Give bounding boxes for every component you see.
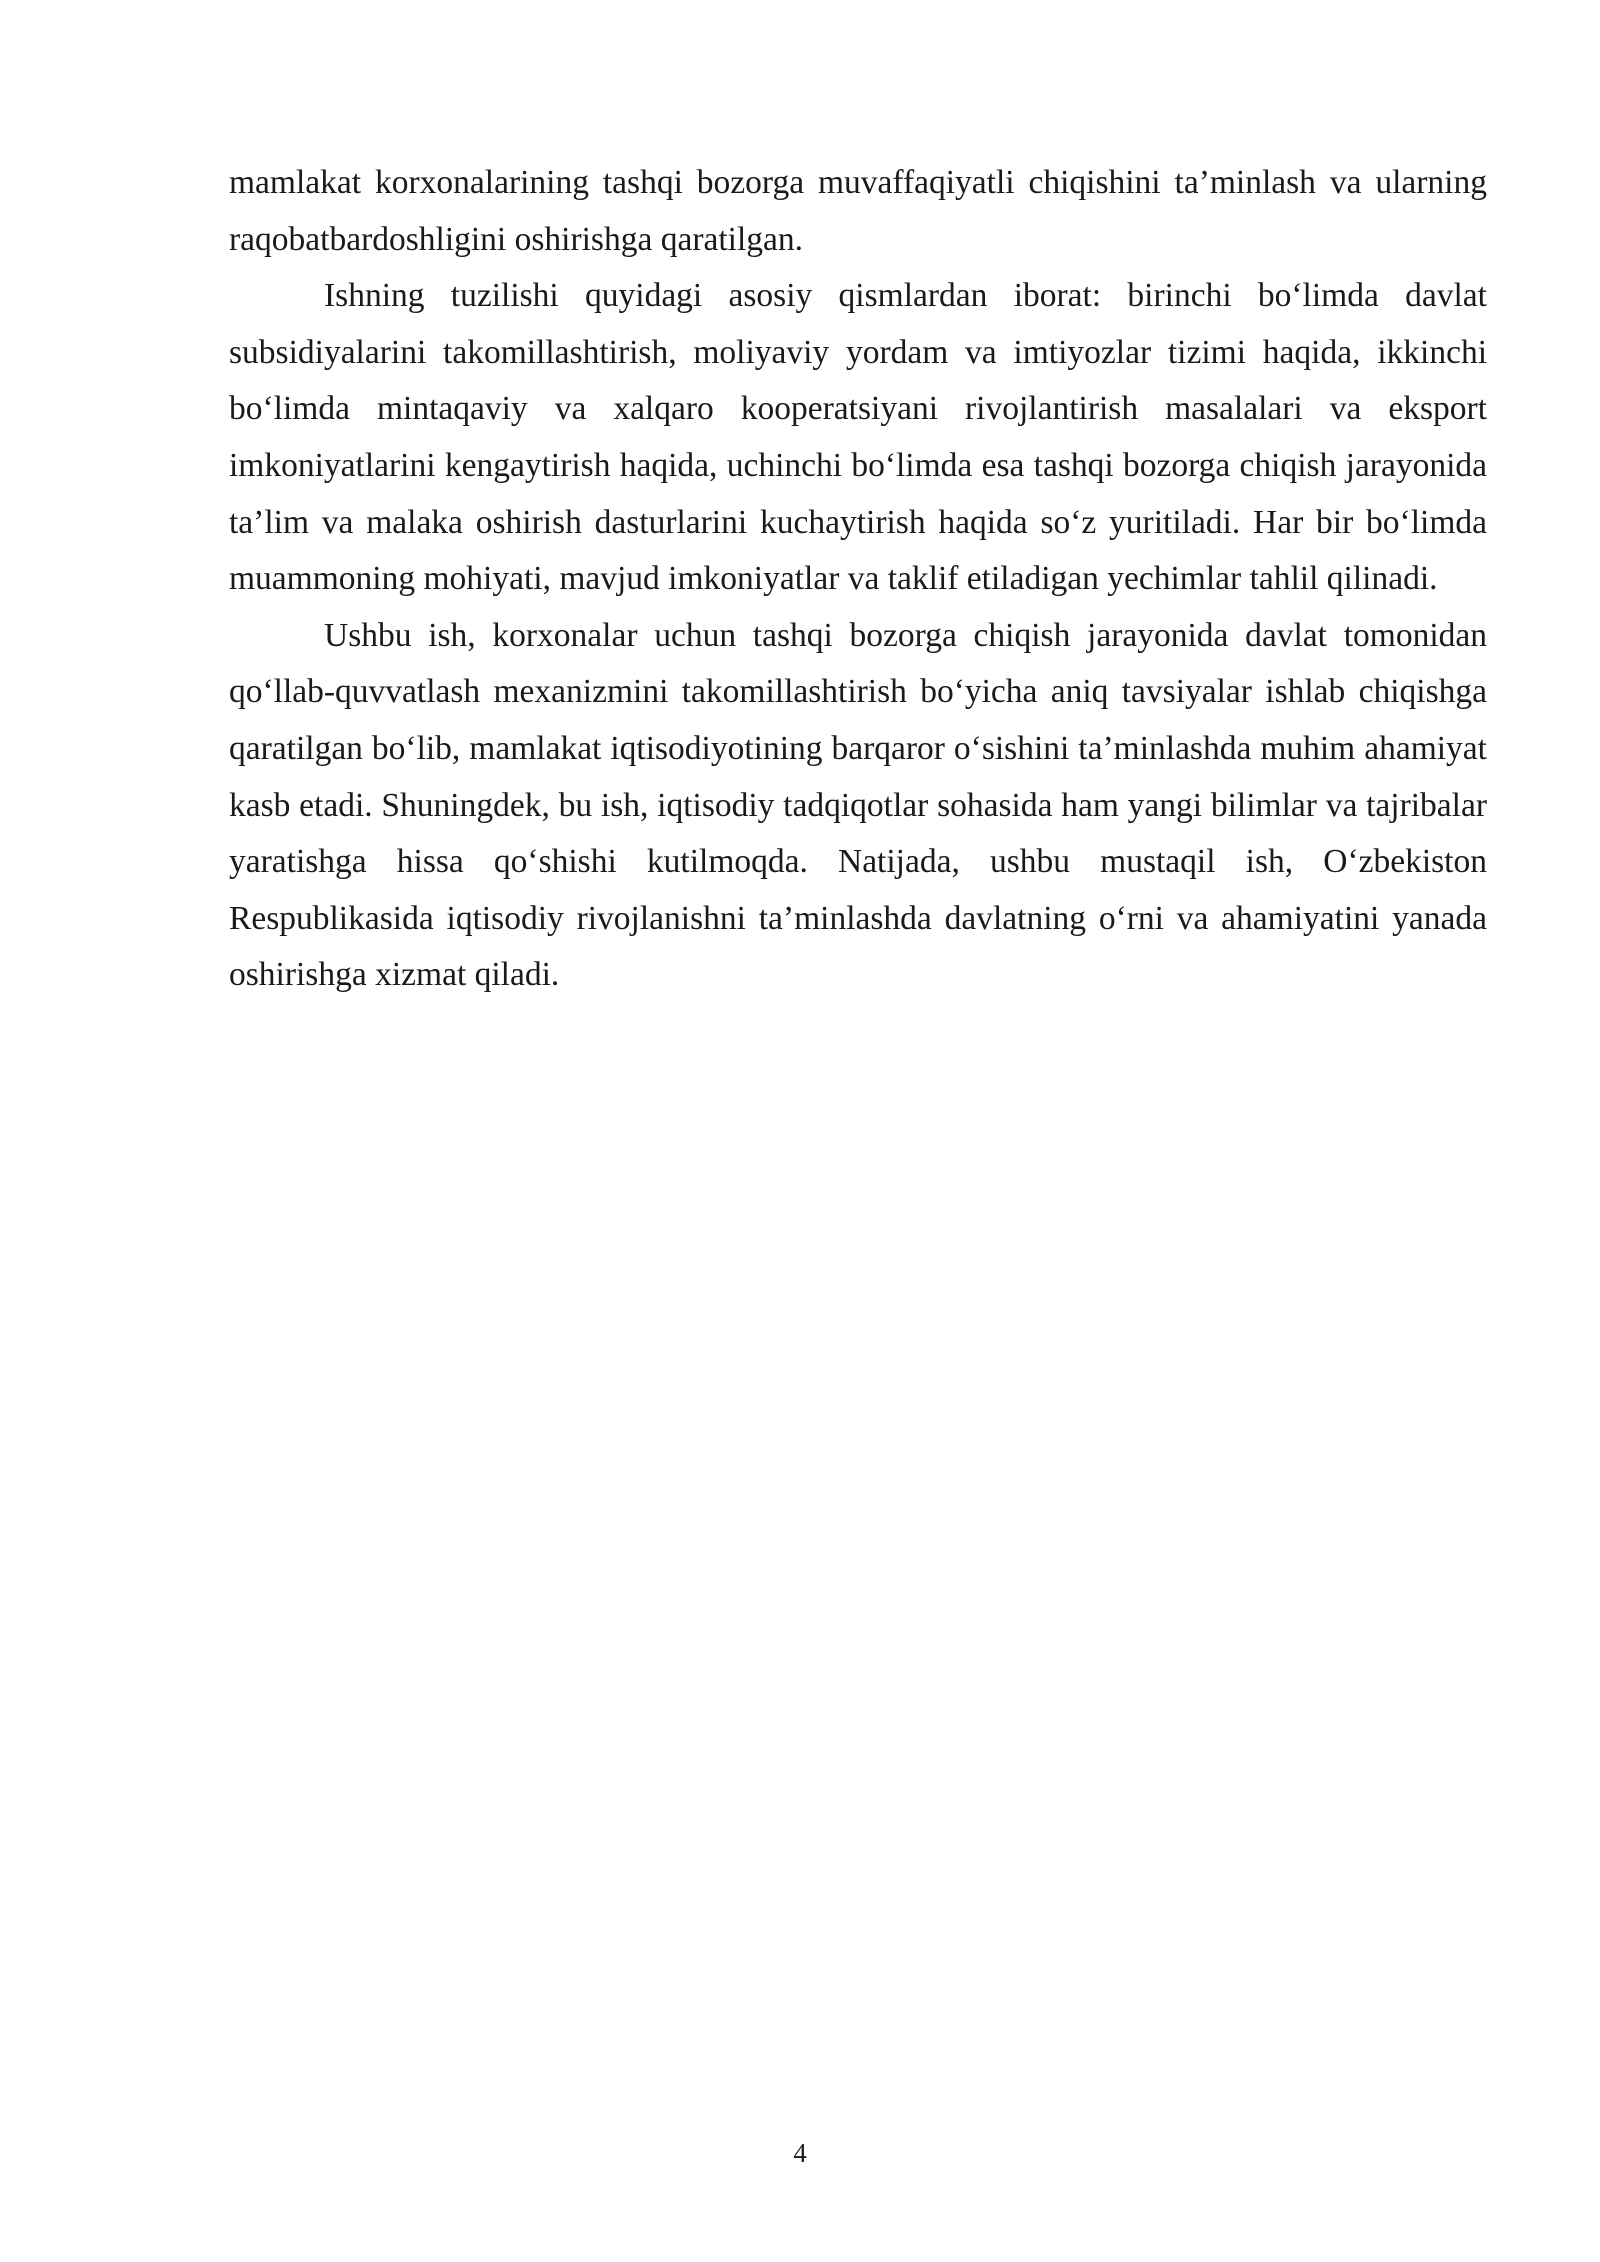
page-number: 4 [793,2138,807,2168]
paragraph-continuation: mamlakat korxonalarining tashqi bozorga muvaffaqiyatli chiqishini ta’minlash va ularning raqobatbardoshligini oshirishga qaratilgan. [229,164,1487,258]
body-text [229,155,1487,1004]
paragraph-structure: Ishning tuzilishi quyidagi asosiy qismlardan iborat: birinchi bo‘limda davlat subsidiyalarini takomillashtirish, moliyaviy yordam va imtiyozlar tizimi haqida, ikkinchi bo‘limda mintaqaviy va xalqaro kooperatsiyani rivojlantirish masalalari va eksport imkoniyatlarini kengaytirish haqida, uchinchi bo‘limda esa tashqi bozorga chiqish jarayonida ta’lim va malaka oshirish dasturlarini kuchaytirish haqida so‘z yuritiladi. Har bir bo‘limda muammoning mohiyati, mavjud imkoniyatlar va taklif etiladigan yechimlar tahlil qilinadi. [229,277,1487,598]
paragraph-conclusion: Ushbu ish, korxonalar uchun tashqi bozorga chiqish jarayonida davlat tomonidan qo‘llab-quvvatlash mexanizmini takomillashtirish bo‘yicha aniq tavsiyalar ishlab chiqishga qaratilgan bo‘lib, mamlakat iqtisodiyotining barqaror o‘sishini ta’minlashda muhim ahamiyat kasb etadi. Shuningdek, bu ish, iqtisodiy tadqiqotlar sohasida ham yangi bilimlar va tajribalar yaratishga hissa qo‘shishi kutilmoqda. Natijada, ushbu mustaqil ish, O‘zbekiston Respublikasida iqtisodiy rivojlanishni ta’minlashda davlatning o‘rni va ahamiyatini yanada oshirishga xizmat qiladi. [229,616,1487,994]
